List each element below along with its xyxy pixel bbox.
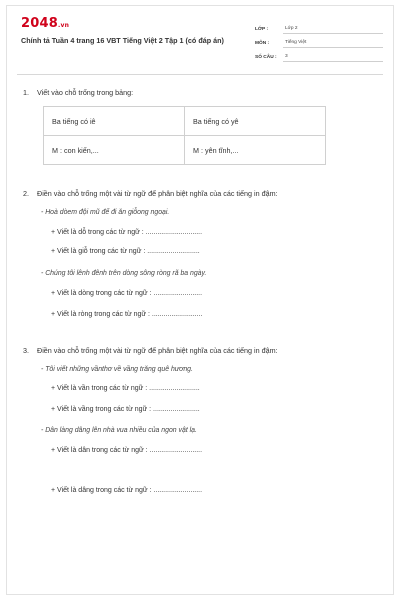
worksheet (6, 5, 394, 595)
table-cell[interactable]: M : yên tĩnh,... (185, 136, 326, 165)
example-sentence: - Tôi viết những vầnthơ về vầng trăng quê hương. (41, 366, 193, 373)
meta-value: 3 (283, 54, 383, 62)
meta-row-subject (255, 34, 383, 48)
site-logo[interactable]: 2048.vn (21, 16, 70, 31)
table-cell[interactable]: M : con kiến,... (44, 136, 185, 165)
example-sentence: - Chúng tôi lênh đênh trên dòng sông ròng rã ba ngày. (41, 270, 207, 277)
fill-in-line[interactable]: + Viết là giỗ trong các từ ngữ : ........................... (51, 248, 200, 255)
fill-in-line[interactable]: + Viết là dỗ trong các từ ngữ : ............................. (51, 229, 203, 236)
page-title: Chính tả Tuần 4 trang 16 VBT Tiếng Việt 2 Tập 1 (có đáp án) (21, 36, 224, 45)
table-row (44, 107, 326, 136)
meta-row-class (255, 20, 383, 34)
question-text: Điền vào chỗ trống một vài từ ngữ để phân biệt nghĩa của các tiếng in đậm: (37, 346, 278, 355)
question-number: 3. (23, 346, 29, 355)
fill-in-line[interactable]: + Viết là dân trong các từ ngữ : ........................... (51, 447, 203, 454)
header-divider (17, 74, 383, 75)
meta-info (255, 20, 383, 62)
question-number: 1. (23, 88, 29, 97)
question-text: Điền vào chỗ trống một vài từ ngữ để phân biệt nghĩa của các tiếng in đậm: (37, 189, 278, 198)
example-sentence: - Dân làng dâng lên nhà vua nhiều của ngon vật lạ. (41, 427, 197, 434)
meta-label: SỐ CÂU : (255, 55, 277, 60)
meta-value: Lớp 2 (283, 26, 383, 34)
fill-in-line[interactable]: + Viết là dòng trong các từ ngữ : ......................... (51, 290, 203, 297)
table-cell: Ba tiếng có iê (44, 107, 185, 136)
meta-label: LỚP : (255, 27, 269, 32)
answer-table (43, 106, 326, 165)
table-cell: Ba tiếng có yê (185, 107, 326, 136)
fill-in-line[interactable]: + Viết là vần trong các từ ngữ : .......................... (51, 385, 200, 392)
example-sentence: - Hoà dòem đội mũ để đi ăn giỗong ngoại. (41, 209, 170, 216)
table-row (44, 136, 326, 165)
fill-in-line[interactable]: + Viết là ròng trong các từ ngữ : .......................... (51, 311, 203, 318)
fill-in-line[interactable]: + Viết là vầng trong các từ ngữ : ........................ (51, 406, 200, 413)
meta-label: MÔN : (255, 41, 270, 46)
meta-row-count (255, 48, 383, 62)
question-number: 2. (23, 189, 29, 198)
fill-in-line[interactable]: + Viết là dâng trong các từ ngữ : ......................... (51, 487, 203, 494)
question-text: Viết vào chỗ trống trong bảng: (37, 88, 134, 97)
meta-value: Tiếng Việt (283, 40, 383, 48)
